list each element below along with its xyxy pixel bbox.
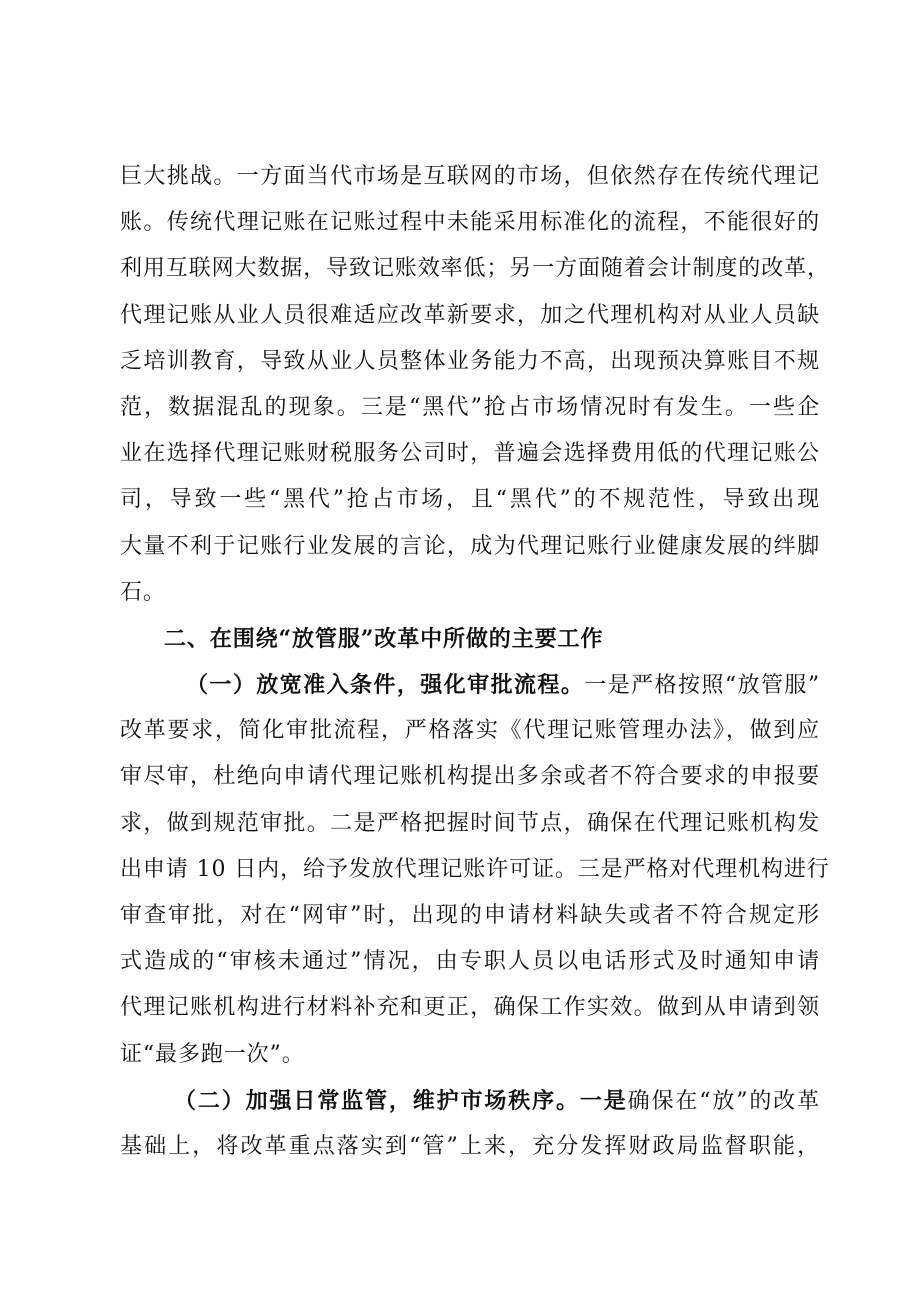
text-line: 账。传统代理记账在记账过程中未能采用标准化的流程，不能很好的	[120, 210, 820, 236]
text-line: 证“最多跑一次”。	[120, 1041, 305, 1067]
paragraph-lead: （二）加强日常监管，维护市场秩序。一是	[174, 1087, 628, 1114]
paragraph-lead: （一）放宽准入条件，强化审批流程。	[186, 672, 585, 699]
text-line: 审查审批，对在“网审”时，出现的申请材料缺失或者不符合规定形	[120, 903, 820, 928]
text-line: 代理记账从业人员很难适应改革新要求，加之代理机构对从业人员缺	[120, 302, 820, 328]
text-line: 巨大挑战。一方面当代市场是互联网的市场，但依然存在传统代理记	[120, 164, 820, 189]
section-heading: 二、在围绕“放管服”改革中所做的主要工作	[164, 625, 604, 652]
paragraph-first-line	[120, 662, 820, 708]
text-line: 乏培训教育，导致从业人员整体业务能力不高，出现预决算账目不规	[120, 348, 820, 374]
text-line: 司，导致一些“黑代”抢占市场，且“黑代”的不规范性，导致出现	[120, 487, 820, 513]
text-line: 出申请 10 日内，给予发放代理记账许可证。三是严格对代理机构进行	[120, 856, 830, 882]
paragraph-text: 一是严格按照“放管服”	[584, 673, 820, 699]
text-line: 式造成的“审核未通过”情况，由专职人员以电话形式及时通知申请	[120, 949, 820, 975]
text-line: 业在选择代理记账财税服务公司时，普遍会选择费用低的代理记账公	[120, 441, 820, 467]
text-line: 基础上，将改革重点落实到“管”上来，充分发挥财政局监督职能，	[120, 1133, 820, 1159]
paragraph-text: 确保在“放”的改革	[627, 1088, 820, 1114]
text-line: 求，做到规范审批。二是严格把握时间节点，确保在代理记账机构发	[120, 810, 820, 836]
text-line: 石。	[120, 579, 166, 605]
text-line: 范，数据混乱的现象。三是“黑代”抢占市场情况时有发生。一些企	[120, 394, 820, 420]
paragraph-first-line	[120, 1078, 820, 1124]
text-line: 审尽审，杜绝向申请代理记账机构提出多余或者不符合要求的申报要	[120, 764, 820, 790]
text-line: 大量不利于记账行业发展的言论，成为代理记账行业健康发展的绊脚	[120, 533, 820, 559]
text-line: 利用互联网大数据，导致记账效率低；另一方面随着会计制度的改革，	[120, 256, 830, 282]
text-line: 改革要求，简化审批流程，严格落实《代理记账管理办法》，做到应	[120, 718, 820, 744]
document-body	[120, 154, 830, 1170]
text-line: 代理记账机构进行材料补充和更正，确保工作实效。做到从申请到领	[120, 995, 820, 1021]
